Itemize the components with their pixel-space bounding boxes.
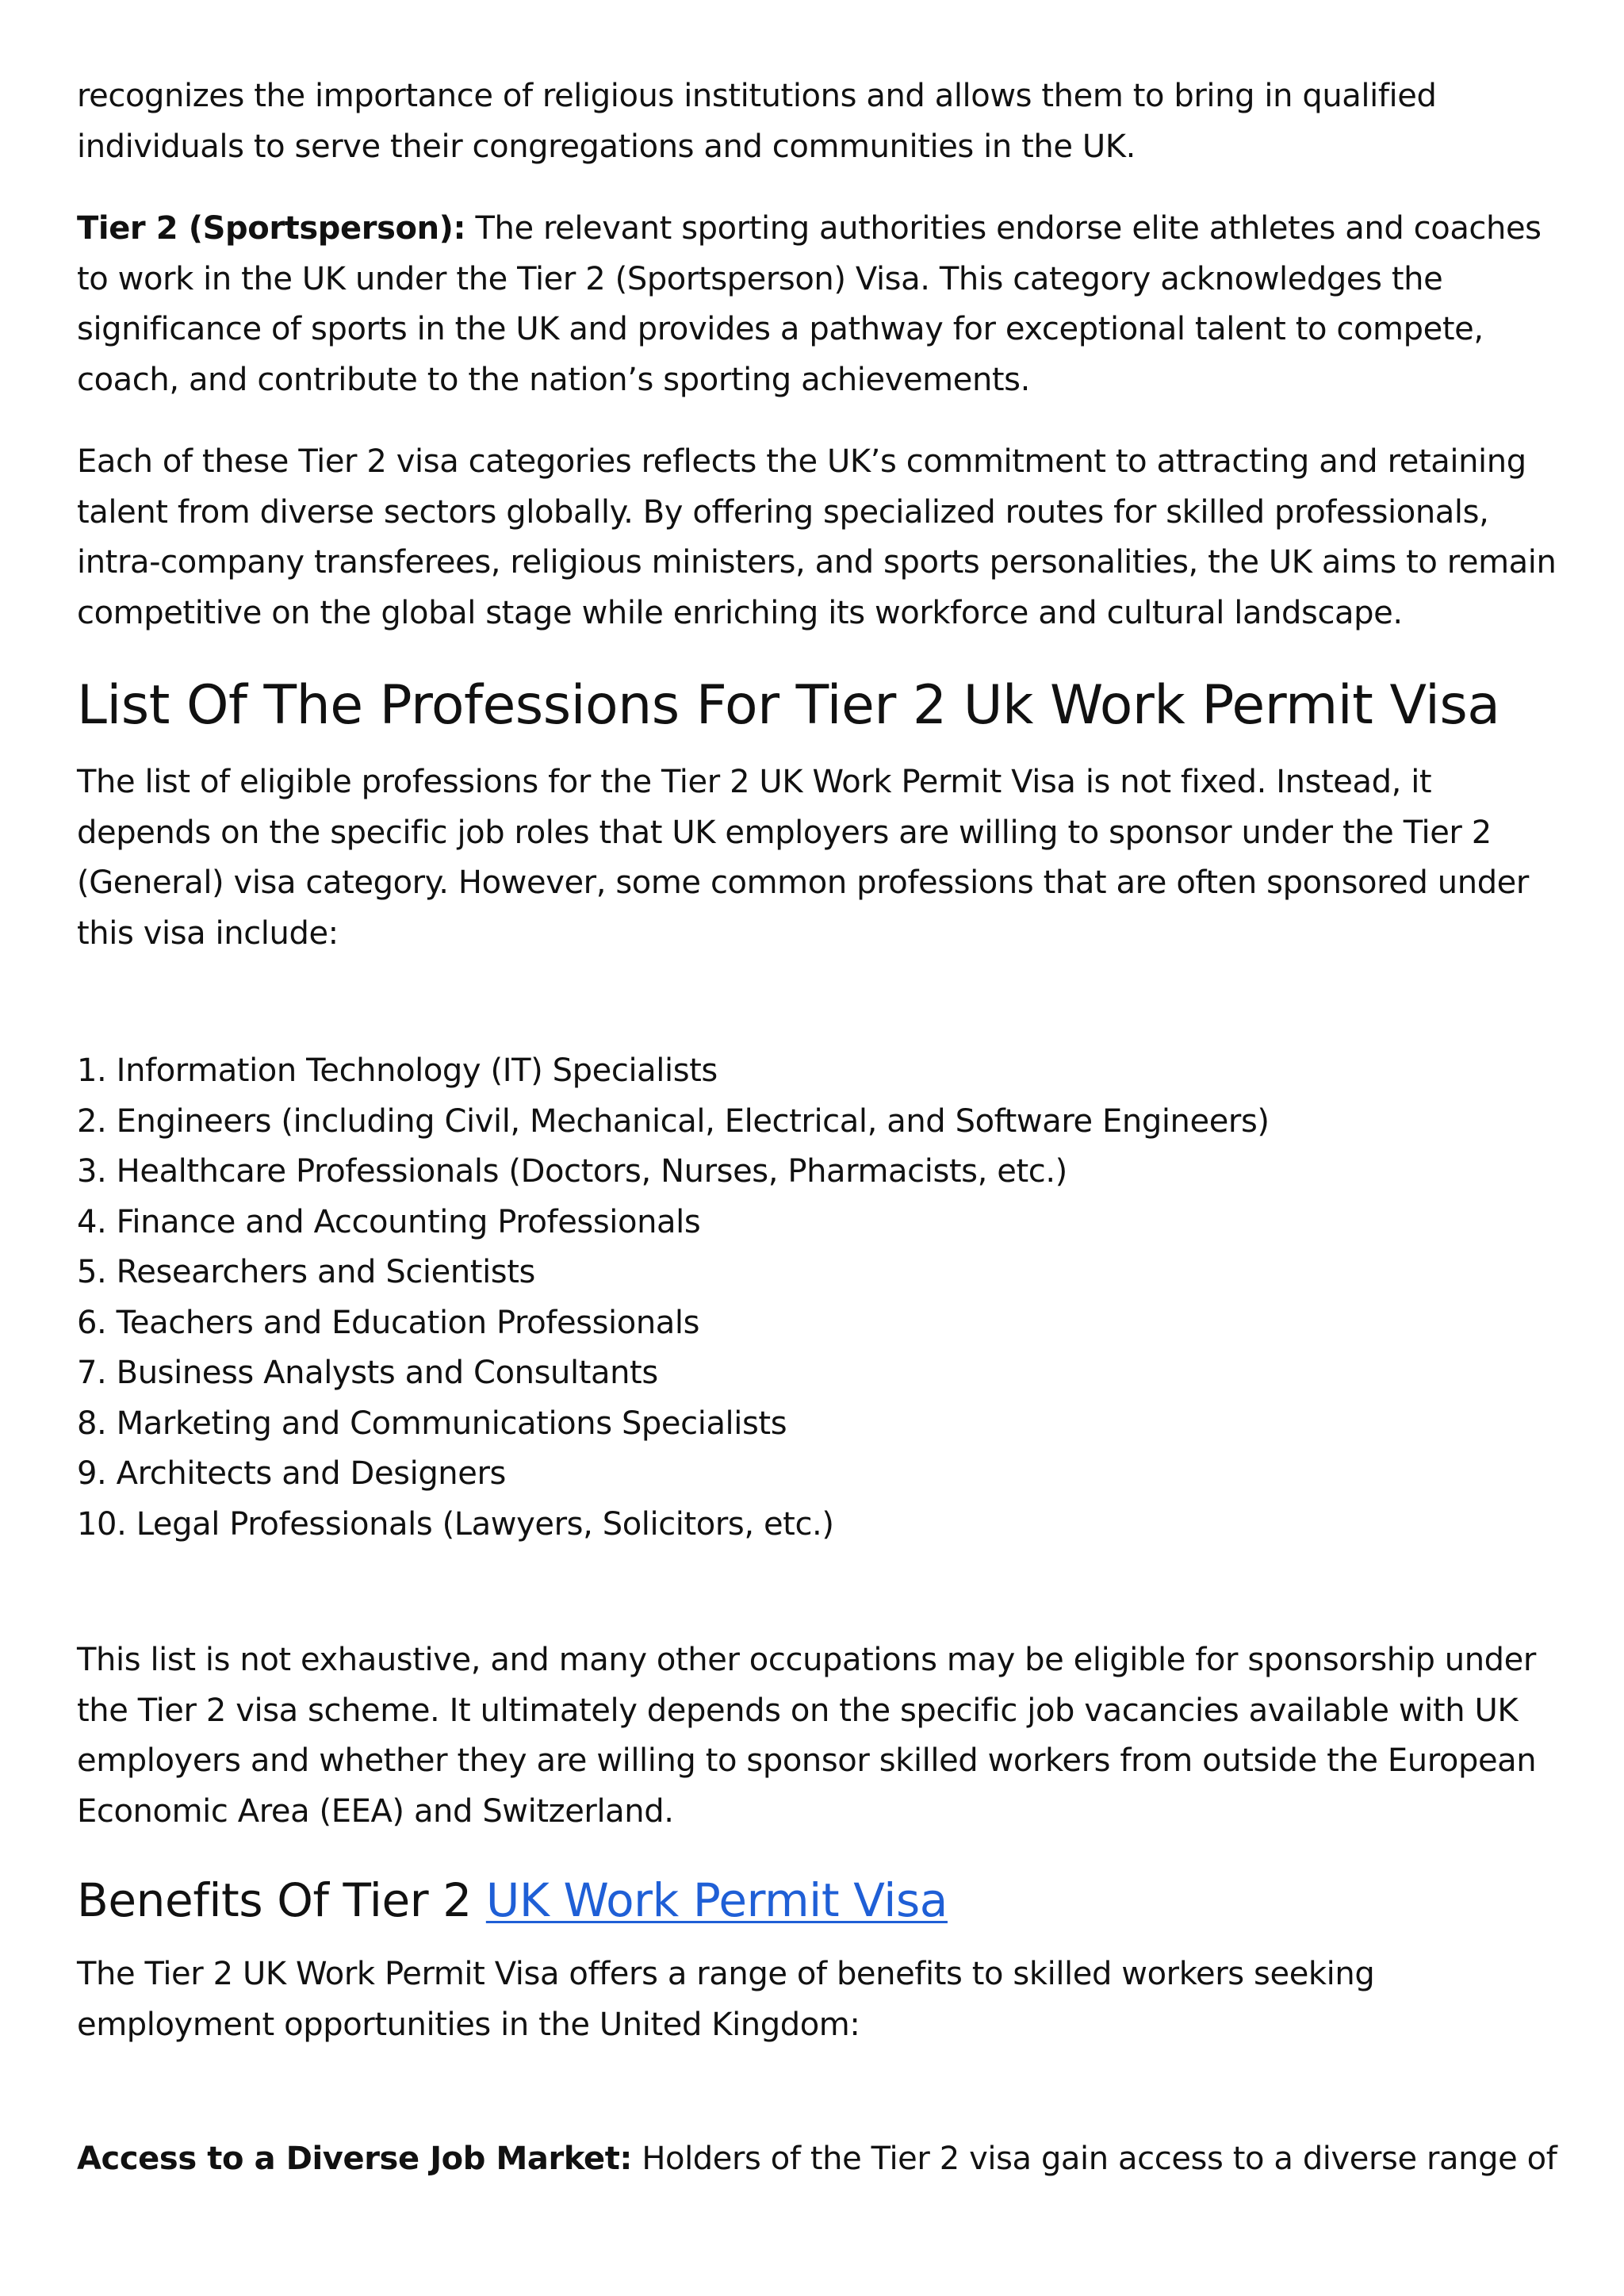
access-label: Access to a Diverse Job Market: — [77, 2141, 633, 2177]
paragraph-professions-intro: The list of eligible professions for the Tier 2 UK Work Permit Visa is not fixed. Instead, it depends on the specific job roles that UK employers are willing to sponsor under the Tier 2 (General) visa category. However, some common professions that are often sponsored under this visa include: — [77, 764, 1529, 952]
list-item: 1. Information Technology (IT) Specialists — [77, 1052, 718, 1089]
paragraph-not-exhaustive: This list is not exhaustive, and many other occupations may be eligible for sponsorship under the Tier 2 visa scheme. It ultimately depends on the specific job vacancies available with UK employers and whether they are willing to sponsor skilled workers from outside the European Economic Area (EEA) and Switzerland. — [77, 1642, 1537, 1830]
list-item: 4. Finance and Accounting Professionals — [77, 1203, 701, 1240]
heading-benefits — [77, 1869, 1568, 1932]
paragraph-each-category: Each of these Tier 2 visa categories reflects the UK’s commitment to attracting and retaining talent from diverse sectors globally. By offering specialized routes for skilled professionals, intra-company transferees, religious ministers, and sports personalities, the UK aims to remain competitive on the global stage while enriching its workforce and cultural landscape. — [77, 443, 1557, 631]
list-item: 10. Legal Professionals (Lawyers, Solicitors, etc.) — [77, 1505, 834, 1543]
paragraph-sportsperson — [77, 204, 1568, 405]
document-page — [77, 71, 1568, 2217]
heading-professions: List Of The Professions For Tier 2 Uk Work Permit Visa — [77, 674, 1500, 737]
list-item: 5. Researchers and Scientists — [77, 1254, 535, 1290]
list-item: 7. Business Analysts and Consultants — [77, 1355, 658, 1391]
list-item: 9. Architects and Designers — [77, 1455, 506, 1492]
list-item: 8. Marketing and Communications Specialists — [77, 1405, 787, 1442]
heading-benefits-prefix: Benefits Of Tier 2 — [77, 1873, 486, 1927]
paragraph-access — [77, 2134, 1568, 2185]
uk-work-permit-visa-link[interactable]: UK Work Permit Visa — [485, 1873, 948, 1927]
section-spacer — [77, 2050, 1568, 2134]
sportsperson-label: Tier 2 (Sportsperson): — [77, 210, 466, 247]
list-item: 3. Healthcare Professionals (Doctors, Nurses, Pharmacists, etc.) — [77, 1153, 1067, 1190]
list-item: 2. Engineers (including Civil, Mechanical, Electrical, and Software Engineers) — [77, 1102, 1270, 1140]
sportsperson-text: The relevant sporting authorities endorse elite athletes and coaches to work in the UK under the Tier 2 (Sportsperson) Visa. This category acknowledges the significance of sports in the UK and provides a pathway for exceptional talent to compete, coach, and contribute to the nation’s sporting achievements. — [77, 210, 1542, 398]
access-text: Holders of the Tier 2 visa gain access to a diverse range of — [632, 2141, 1557, 2177]
professions-list — [77, 1046, 1568, 1550]
paragraph-religious-continued: recognizes the importance of religious institutions and allows them to bring in qualified individuals to serve their congregations and communities in the UK. — [77, 78, 1437, 165]
list-item: 6. Teachers and Education Professionals — [77, 1304, 700, 1341]
paragraph-benefits-intro: The Tier 2 UK Work Permit Visa offers a range of benefits to skilled workers seeking employment opportunities in the United Kingdom: — [77, 1956, 1375, 2043]
